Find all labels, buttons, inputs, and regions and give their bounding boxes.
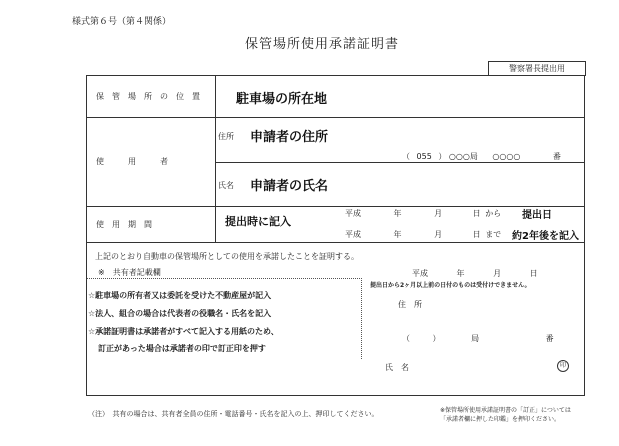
name-label: 氏名 [218,181,234,190]
joint-note: ☆承諾証明書は承諾者がすべて記入する用紙のため、 [88,327,279,336]
certifier-name-label: 氏 名 [385,363,409,372]
phone-suffix: 番 [552,152,561,161]
certifier-phone [402,333,554,344]
to-day: 日 [472,230,481,239]
cert-phone-close: ） [432,334,441,343]
certifier-date [412,268,538,279]
joint-note: 訂正があった場合は承諾者の印で訂正印を押す [98,344,266,353]
joint-note: ☆法人、組合の場合は代表者の役職名・氏名を記入 [88,309,272,318]
seal-mark: 印 [557,360,569,372]
date-note: 提出日から2ヶ月以上前の日付のものは受付けできません。 [370,282,531,289]
from-word: から [485,209,502,218]
location-value: 駐車場の所在地 [236,92,328,107]
to-month: 月 [434,230,443,239]
period-label: 使 用 期 間 [96,220,152,229]
to-word: まで [485,230,502,239]
from-year: 年 [393,209,402,218]
submit-box: 警察署長提出用 [488,61,586,76]
cert-phone-open: （ [402,334,410,343]
name-value: 申請者の氏名 [250,179,329,194]
footer-note: （注） 共有の場合は、共有者全員の住所・電話番号・氏名を記入の上、押印してください。 [88,410,379,418]
from-era: 平成 [345,209,361,218]
address-label: 住所 [218,132,234,141]
address-value: 申請者の住所 [250,130,329,145]
joint-note: ☆駐車場の所有者又は委託を受けた不動産屋が記入 [88,291,272,300]
to-era: 平成 [345,230,361,239]
joint-heading: ※ 共有者記載欄 [98,268,161,277]
user-phone [402,151,561,162]
from-note: 提出日 [522,210,552,221]
phone-open-paren: （ [402,152,410,161]
row-divider [86,206,585,207]
from-month: 月 [434,209,443,218]
location-label: 保 管 場 所 の 位 置 [96,92,200,101]
form-number: 様式第６号（第４関係） [72,17,172,27]
cert-phone-suffix: 番 [545,334,554,343]
footer-side-note-2: 「承諾者欄に押した印鑑」を押印ください。 [440,416,561,423]
period-to [345,229,501,240]
column-divider [215,75,216,243]
phone-close-paren: ） [438,152,447,161]
phone-area: 055 [416,152,432,161]
certifier-address-label: 住 所 [398,300,422,309]
cert-year: 年 [456,269,465,278]
cert-phone-exchange: 局 [471,334,480,343]
cert-day: 日 [529,269,538,278]
from-day: 日 [472,209,481,218]
period-note: 提出時に記入 [225,215,291,228]
cert-era: 平成 [412,269,428,278]
to-note: 約2年後を記入 [512,231,579,242]
to-year: 年 [393,230,402,239]
phone-number: ○○○○ [492,152,521,161]
row-divider [86,117,585,118]
section-left-line [86,243,87,396]
footer-side-note-1: ※保管場所使用承諾証明書の「訂正」については [440,407,571,414]
section-bottom-line [86,395,585,396]
certify-text: 上記のとおり自動車の保管場所としての使用を承諾したことを証明する。 [95,252,359,261]
user-label: 使 用 者 [96,157,168,166]
row-divider [215,162,585,163]
page-title: 保管場所使用承諾証明書 [245,37,400,52]
cert-month: 月 [493,269,502,278]
section-right-line [584,243,585,396]
phone-exchange: ○○○局 [448,152,478,161]
period-from [345,208,501,219]
